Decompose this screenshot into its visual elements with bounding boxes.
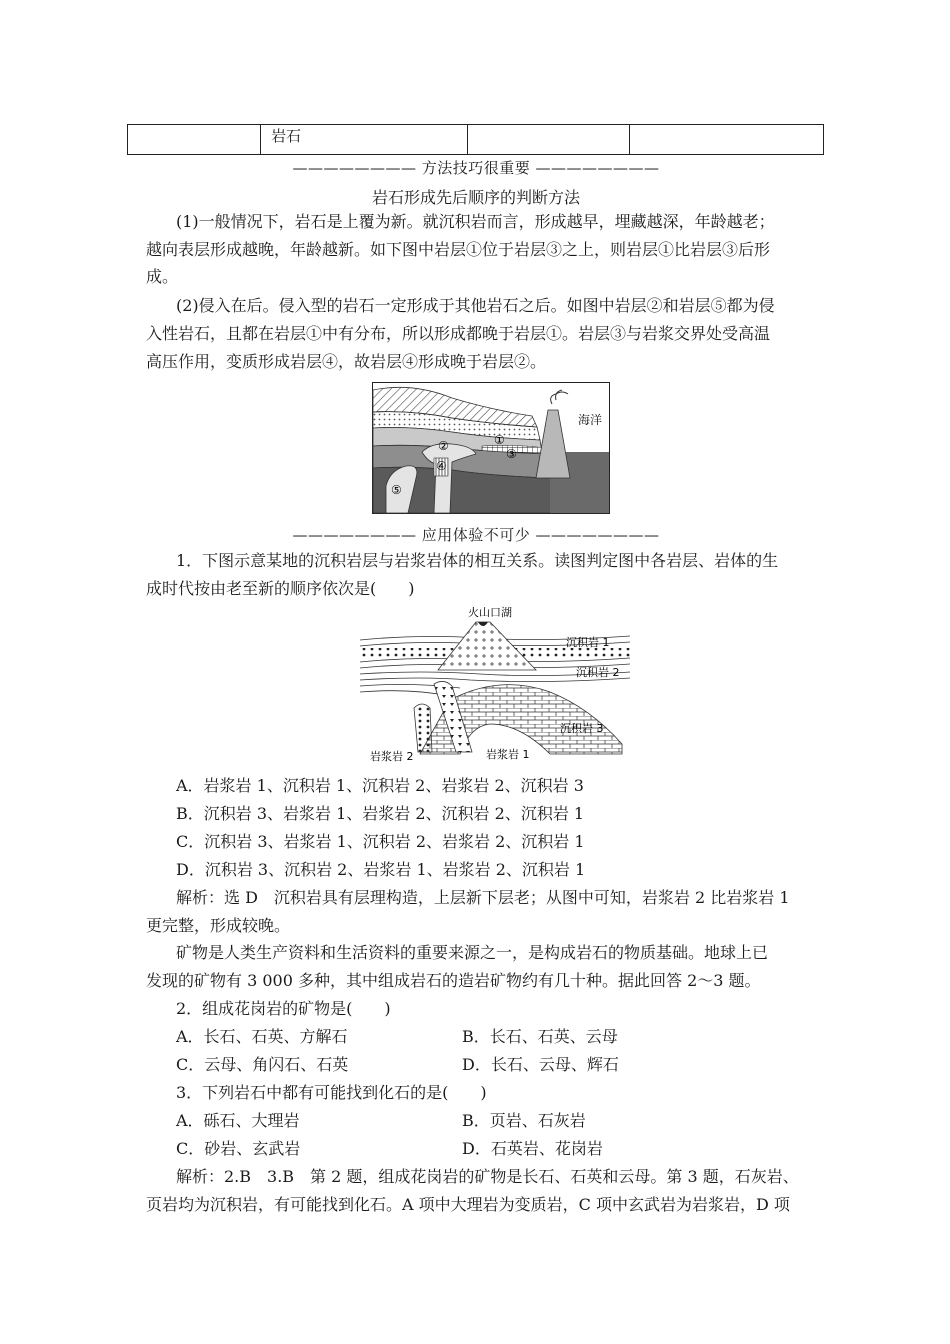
q2-option-b: B．长石、石英、云母: [462, 1027, 618, 1046]
analysis-line: 页岩均为沉积岩，有可能找到化石。A 项中大理岩为变质岩，C 项中玄武岩为岩浆岩，D 项: [146, 1195, 790, 1214]
sedimentary-magmatic-figure: [360, 604, 630, 764]
table-cell: [468, 125, 630, 155]
label-1: ①: [494, 433, 505, 447]
q2-option-c: C．云母、角闪石、石英: [176, 1055, 349, 1074]
option-d: D．沉积岩 3、沉积岩 2、岩浆岩 1、岩浆岩 2、沉积岩 1: [176, 860, 586, 879]
sed3-label: 沉积岩 3: [560, 722, 604, 735]
table-row: [128, 125, 824, 155]
top-table: [127, 124, 824, 155]
mag1-label: 岩浆岩 1: [486, 748, 530, 761]
option-b: B．沉积岩 3、岩浆岩 1、岩浆岩 2、沉积岩 2、沉积岩 1: [176, 804, 585, 823]
paragraph-line: (2)侵入在后。侵入型的岩石一定形成于其他岩石之后。如图中岩层②和岩层⑤都为侵: [176, 296, 775, 315]
method-divider: ———————— 方法技巧很重要 ————————: [292, 159, 660, 177]
analysis-line: 解析：2.B 3.B 第 2 题，组成花岗岩的矿物是长石、石英和云母。第 3 题，石灰岩、: [176, 1167, 799, 1186]
crater-lake-label: 火山口湖: [468, 606, 512, 619]
question-1-stem: 1．下图示意某地的沉积岩层与岩浆岩体的相互关系。读图判定图中各岩层、岩体的生: [176, 551, 779, 570]
table-cell: [630, 125, 824, 155]
question-1-stem: 成时代按由老至新的顺序依次是( ): [146, 579, 415, 598]
paragraph-line: 成。: [146, 267, 179, 286]
label-3: ③: [506, 447, 517, 461]
sed1-label: 沉积岩 1: [566, 636, 610, 649]
intro-line: 发现的矿物有 3 000 多种，其中组成岩石的造岩矿物约有几十种。据此回答 2～3 题。: [146, 971, 761, 990]
apply-divider: ———————— 应用体验不可少 ————————: [292, 526, 660, 544]
sea-label: 海洋: [578, 413, 603, 427]
method-title: 岩石形成先后顺序的判断方法: [371, 188, 580, 207]
q3-option-d: D．石英岩、花岗岩: [462, 1139, 603, 1158]
q3-option-b: B．页岩、石灰岩: [462, 1111, 586, 1130]
analysis-line: 更完整，形成较晚。: [146, 916, 291, 935]
q2-option-a: A．长石、石英、方解石: [176, 1027, 348, 1046]
paragraph-line: 越向表层形成越晚，年龄越新。如下图中岩层①位于岩层③之上，则岩层①比岩层③后形: [146, 240, 771, 259]
label-2: ②: [438, 439, 449, 453]
paragraph-line: 入性岩石，且都在岩层①中有分布，所以形成都晚于岩层①。岩层③与岩浆交界处受高温: [146, 324, 771, 343]
paragraph-line: 高压作用，变质形成岩层④，故岩层④形成晚于岩层②。: [146, 352, 547, 371]
table-cell: 岩石: [261, 125, 468, 155]
option-a: A．岩浆岩 1、沉积岩 1、沉积岩 2、岩浆岩 2、沉积岩 3: [176, 776, 584, 795]
mag2-label: 岩浆岩 2: [370, 750, 414, 763]
q3-option-a: A．砾石、大理岩: [176, 1111, 300, 1130]
q2-option-d: D．长石、云母、辉石: [462, 1055, 619, 1074]
paragraph-line: (1)一般情况下，岩石是上覆为新。就沉积岩而言，形成越早，埋藏越深，年龄越老；: [176, 212, 775, 231]
sed2-label: 沉积岩 2: [576, 666, 620, 679]
rock-layers-figure: [372, 382, 610, 514]
table-cell: [128, 125, 261, 155]
label-4: ④: [436, 459, 447, 473]
option-c: C．沉积岩 3、岩浆岩 1、沉积岩 2、岩浆岩 2、沉积岩 1: [176, 832, 585, 851]
question-3-stem: 3．下列岩石中都有可能找到化石的是( ): [176, 1083, 487, 1102]
analysis-line: 解析：选 D 沉积岩具有层理构造，上层新下层老；从图中可知，岩浆岩 2 比岩浆岩 1: [176, 888, 790, 907]
label-5: ⑤: [391, 483, 402, 497]
intro-line: 矿物是人类生产资料和生活资料的重要来源之一，是构成岩石的物质基础。地球上已: [176, 943, 769, 962]
q3-option-c: C．砂岩、玄武岩: [176, 1139, 301, 1158]
question-2-stem: 2．组成花岗岩的矿物是( ): [176, 999, 391, 1018]
